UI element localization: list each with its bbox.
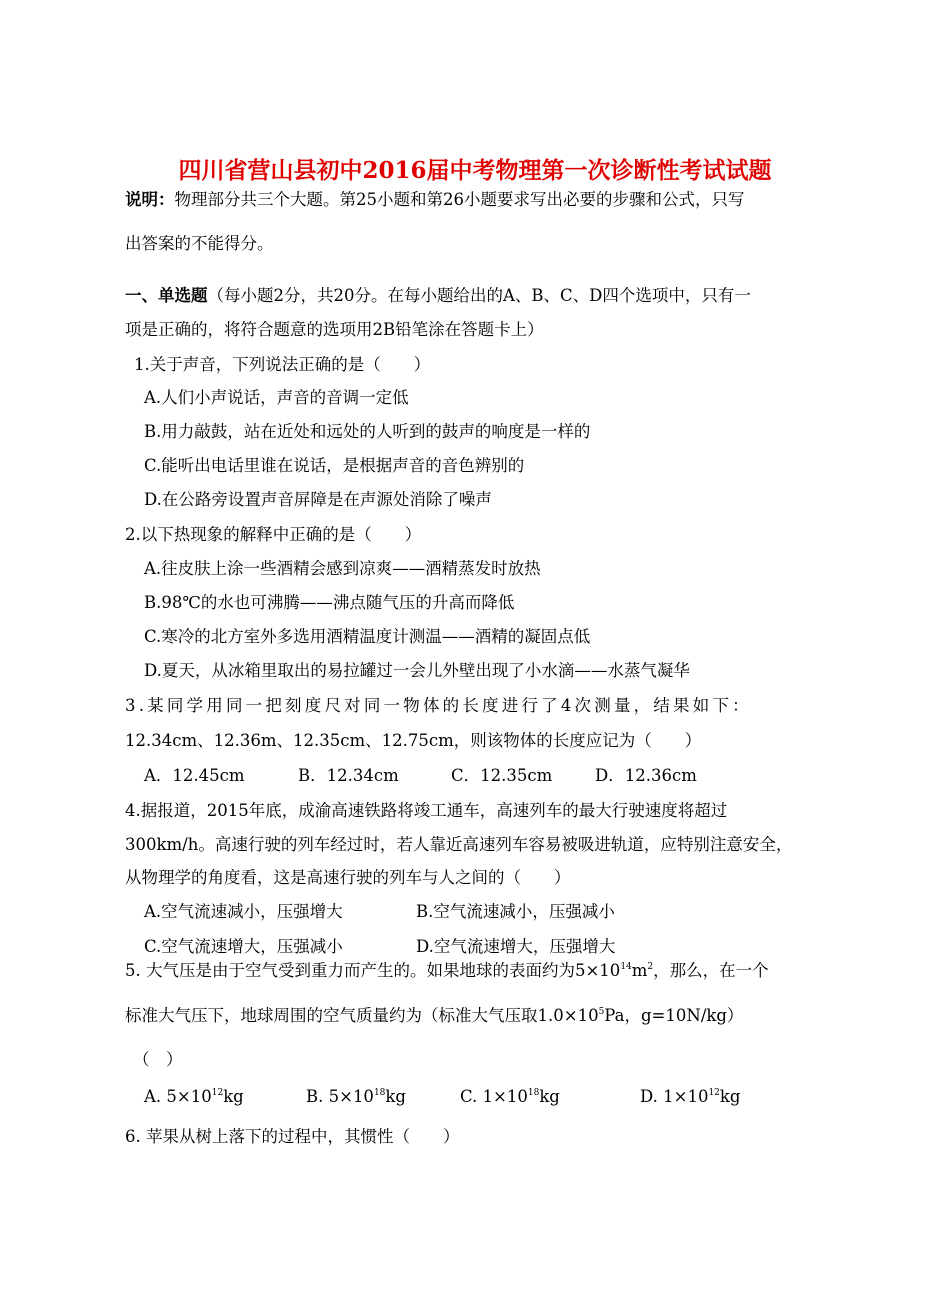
q1-stem: 1.关于声音，下列说法正确的是（ ）	[134, 355, 431, 374]
q1-option-d: D.在公路旁设置声音屏障是在声源处消除了噪声	[144, 490, 492, 509]
q3-stem-2: 12.34cm、12.36m、12.35cm、12.75cm，则该物体的长度应记为（ ）	[125, 731, 702, 750]
q4-option-d: D.空气流速增大，压强增大	[416, 937, 616, 956]
q5-option-d-text: D. 1×10	[640, 1087, 709, 1106]
q5-unit: m	[631, 961, 648, 980]
q3-option-b: B．12.34cm	[298, 766, 399, 785]
q2-stem: 2.以下热现象的解释中正确的是（ ）	[125, 525, 422, 544]
q2-option-d: D.夏天，从冰箱里取出的易拉罐过一会儿外壁出现了小水滴——水蒸气凝华	[144, 661, 690, 680]
exam-title: 四川省营山县初中2016届中考物理第一次诊断性考试试题	[178, 157, 772, 184]
q4-stem-1: 4.据报道，2015年底，成渝高速铁路将竣工通车，高速列车的最大行驶速度将超过	[125, 801, 728, 820]
q5-exponent: 2	[647, 962, 654, 972]
q5-option-a	[144, 1085, 244, 1109]
q4-option-b: B.空气流速减小，压强减小	[416, 902, 615, 921]
q5-option-a-text: A. 5×10	[144, 1087, 212, 1106]
q5-exponent: 5	[598, 1007, 605, 1017]
q1-option-a: A.人们小声说话，声音的音调一定低	[144, 388, 409, 407]
q5-exponent: 18	[373, 1088, 386, 1098]
q5-stem-1	[125, 959, 769, 983]
section1-instructions-1: （每小题2分，共20分。在每小题给出的A、B、C、D四个选项中，只有一	[207, 286, 751, 305]
q5-option-b	[306, 1085, 406, 1109]
section1-instructions-2: 项是正确的，将符合题意的选项用2B铅笔涂在答题卡上）	[125, 320, 544, 339]
section1-header	[125, 284, 751, 308]
q1-option-b: B.用力敲鼓，站在近处和远处的人听到的鼓声的响度是一样的	[144, 422, 591, 441]
q6-stem: 6. 苹果从树上落下的过程中，其惯性（ ）	[125, 1127, 460, 1146]
q5-stem-2	[125, 1004, 743, 1028]
q5-option-d	[640, 1085, 740, 1109]
q2-option-b: B.98℃的水也可沸腾——沸点随气压的升高而降低	[144, 593, 515, 612]
q4-stem-3: 从物理学的角度看，这是高速行驶的列车与人之间的（ ）	[125, 868, 571, 887]
note-line-2: 出答案的不能得分。	[125, 234, 274, 253]
note-line-1	[125, 188, 745, 212]
q5-option-c	[460, 1085, 560, 1109]
q5-exponent: 18	[527, 1088, 540, 1098]
q3-stem-1: 3.某同学用同一把刻度尺对同一物体的长度进行了4次测量，结果如下：	[125, 696, 752, 715]
q4-stem-2: 300km/h。高速行驶的列车经过时，若人靠近高速列车容易被吸进轨道，应特别注意安全，	[125, 835, 793, 854]
q5-exponent: 14	[620, 962, 632, 972]
q5-stem-3: （ ）	[133, 1050, 183, 1069]
q5-option-b-text: B. 5×10	[306, 1087, 374, 1106]
q3-option-c: C．12.35cm	[451, 766, 553, 785]
q5-option-c-text: C. 1×10	[460, 1087, 528, 1106]
q5-stem-2-text: 标准大气压下，地球周围的空气质量约为（标准大气压取1.0×10	[125, 1006, 599, 1025]
q5-option-d-unit: kg	[719, 1087, 741, 1106]
section1-label: 一、单选题	[125, 286, 208, 305]
q5-option-b-unit: kg	[385, 1087, 406, 1106]
q5-option-a-unit: kg	[223, 1087, 244, 1106]
q2-option-c: C.寒冷的北方室外多选用酒精温度计测温——酒精的凝固点低	[144, 627, 591, 646]
note-text-1: 物理部分共三个大题。第25小题和第26小题要求写出必要的步骤和公式，只写	[174, 190, 745, 209]
q5-stem-2-tail: Pa，g=10N/kg）	[604, 1006, 744, 1025]
q4-option-a: A.空气流速减小，压强增大	[144, 902, 343, 921]
q5-exponent: 12	[708, 1088, 720, 1098]
q1-option-c: C.能听出电话里谁在说话，是根据声音的音色辨别的	[144, 456, 525, 475]
note-label: 说明：	[125, 190, 175, 209]
q3-option-d: D．12.36cm	[595, 766, 697, 785]
q3-option-a: A．12.45cm	[144, 766, 245, 785]
q5-stem-1-tail: ，那么，在一个	[653, 961, 769, 980]
q5-exponent: 12	[211, 1088, 224, 1098]
q4-option-c: C.空气流速增大，压强减小	[144, 937, 343, 956]
q5-stem-1-text: 5. 大气压是由于空气受到重力而产生的。如果地球的表面约为5×10	[125, 961, 621, 980]
q5-option-c-unit: kg	[539, 1087, 560, 1106]
q2-option-a: A.往皮肤上涂一些酒精会感到凉爽——酒精蒸发时放热	[144, 559, 541, 578]
